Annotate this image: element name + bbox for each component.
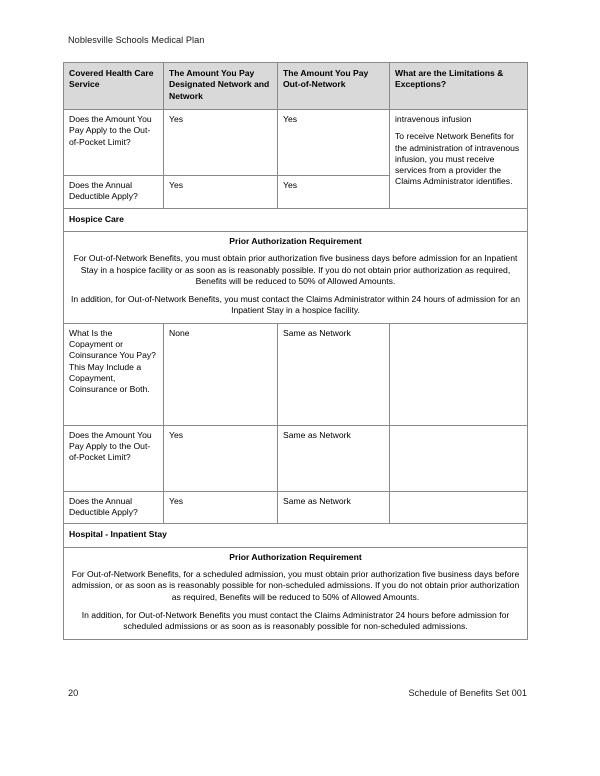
schedule-of-benefits-table [63, 62, 528, 640]
cell-out-of-network: Yes [278, 176, 390, 208]
prior-authorization-paragraph-1: For Out-of-Network Benefits, you must obtain prior authorization five business days before admission for an Inpatient Stay in a hospice facility or as soon as is reasonably possible. If you do not obtain prior authorization as required, Benefits will be reduced to 50% of Allowed Amounts. [73, 253, 518, 287]
cell-network: Yes [164, 492, 278, 524]
page-header-title: Noblesville Schools Medical Plan [68, 35, 205, 45]
column-header-limitations: What are the Limitations & Exceptions? [390, 63, 528, 110]
cell-out-of-network: Same as Network [278, 426, 390, 492]
cell-service: Does the Amount You Pay Apply to the Out-of-Pocket Limit? [64, 110, 164, 176]
column-header-covered-service: Covered Health Care Service [64, 63, 164, 110]
prior-authorization-paragraph-2: In addition, for Out-of-Network Benefits, you must contact the Claims Administrator within 24 hours of admission for an Inpatient Stay in a hospice facility. [71, 293, 520, 316]
cell-service: Does the Annual Deductible Apply? [64, 492, 164, 524]
cell-service: Does the Annual Deductible Apply? [64, 176, 164, 208]
section-heading-hospital-inpatient-stay: Hospital - Inpatient Stay [64, 524, 528, 547]
table-row [64, 110, 528, 176]
table-row [64, 426, 528, 492]
cell-limitations [390, 426, 528, 492]
prior-authorization-title: Prior Authorization Requirement [229, 235, 362, 246]
prior-authorization-paragraph-1: For Out-of-Network Benefits, for a scheduled admission, you must obtain prior authorization five business days before admission, or as soon as is reasonably possible for non-scheduled admissions. If you do not obtain prior authorization as required, Benefits will be reduced to 50% of Allowed Amounts. [71, 568, 520, 602]
table-header-row [64, 63, 528, 110]
limitations-paragraph-2: To receive Network Benefits for the administration of intravenous infusion, you must receive services from a provider the Claims Administrator identifies. [395, 131, 520, 187]
prior-authorization-title: Prior Authorization Requirement [229, 551, 362, 562]
column-header-out-of-network-amount: The Amount You Pay Out-of-Network [278, 63, 390, 110]
cell-service: Does the Amount You Pay Apply to the Out-of-Pocket Limit? [64, 426, 164, 492]
cell-out-of-network: Yes [278, 110, 390, 176]
cell-limitations [390, 110, 528, 208]
section-heading-row-hospital [64, 524, 528, 547]
footer-page-number: 20 [68, 688, 79, 698]
footer-document-title: Schedule of Benefits Set 001 [408, 688, 527, 698]
cell-network: None [164, 324, 278, 426]
cell-network: Yes [164, 426, 278, 492]
page-footer [68, 688, 527, 698]
cell-out-of-network: Same as Network [278, 324, 390, 426]
prior-authorization-paragraph-2: In addition, for Out-of-Network Benefits you must contact the Claims Administrator 24 hours before admission for scheduled admissions or as soon as is reasonably possible for non-scheduled admissions. [81, 609, 510, 632]
section-heading-hospice-care: Hospice Care [64, 208, 528, 231]
cell-out-of-network: Same as Network [278, 492, 390, 524]
table-row [64, 324, 528, 426]
cell-limitations [390, 492, 528, 524]
cell-network: Yes [164, 110, 278, 176]
column-header-network-amount: The Amount You Pay Designated Network and Network [164, 63, 278, 110]
limitations-paragraph-1: intravenous infusion [395, 114, 472, 125]
prior-authorization-block-hospital [64, 547, 528, 639]
cell-network: Yes [164, 176, 278, 208]
cell-service: What Is the Copayment or Coinsurance You Pay? This May Include a Copayment, Coinsurance or Both. [64, 324, 164, 426]
cell-limitations [390, 324, 528, 426]
section-heading-row-hospice [64, 208, 528, 231]
prior-authorization-row-hospital [64, 547, 528, 639]
prior-authorization-block-hospice [64, 231, 528, 323]
table-row [64, 492, 528, 524]
prior-authorization-row-hospice [64, 231, 528, 323]
